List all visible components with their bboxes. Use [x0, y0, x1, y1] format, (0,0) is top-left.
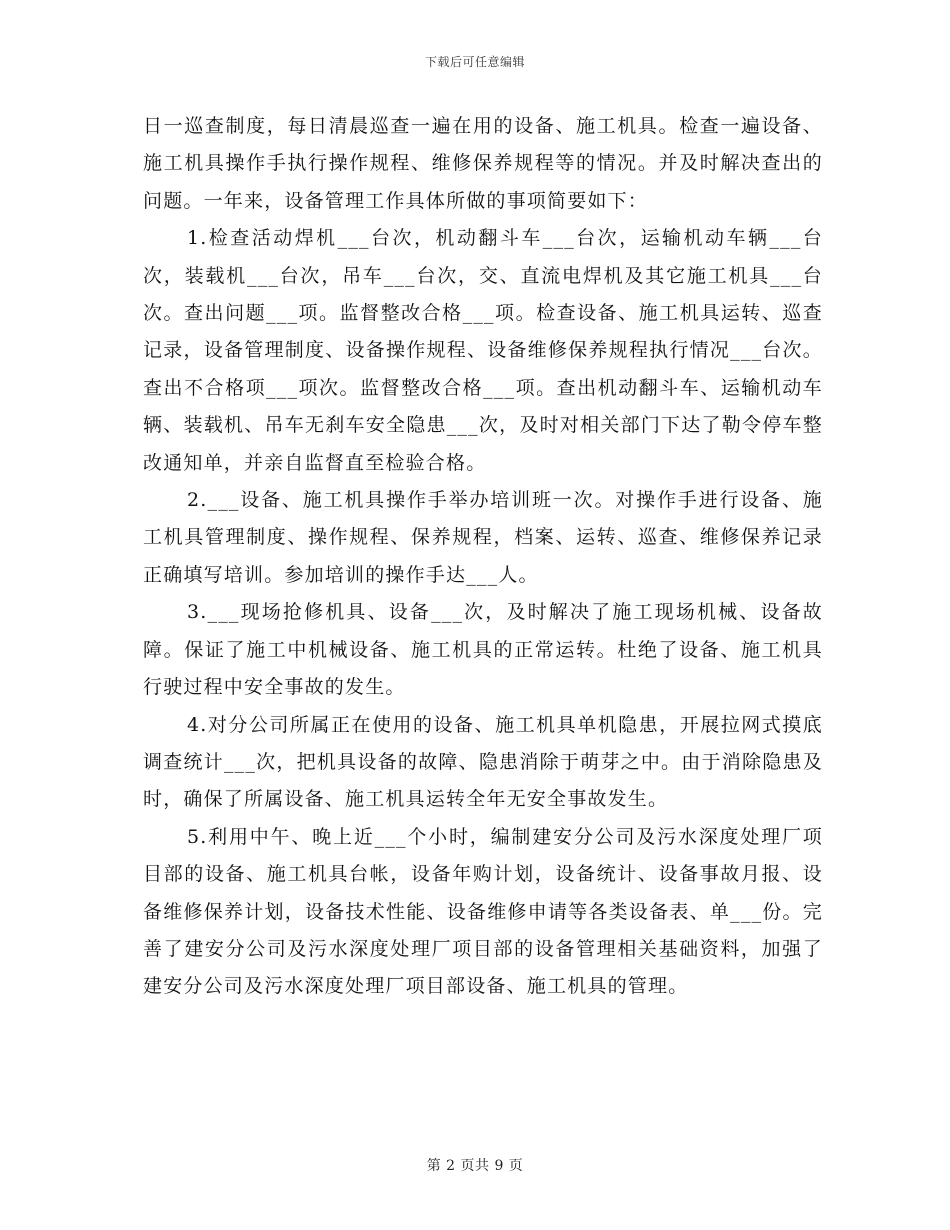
paragraph-item-3: 3.___现场抢修机具、设备___次，及时解决了施工现场机械、设备故障。保证了施工中机械设备、施工机具的正常运转。杜绝了设备、施工机具行驶过程中安全事故的发生。 [143, 601, 823, 699]
document-body [143, 108, 823, 1006]
page-footer: 第 2 页共 9 页 [426, 1158, 524, 1174]
paragraph-item-2: 2.___设备、施工机具操作手举办培训班一次。对操作手进行设备、施工机具管理制度、操作规程、保养规程，档案、运转、巡查、维修保养记录正确填写培训。参加培训的操作手达___人。 [143, 489, 823, 586]
paragraph-item-4: 4.对分公司所属正在使用的设备、施工机具单机隐患，开展拉网式摸底调查统计___次，把机具设备的故障、隐患消除于萌芽之中。由于消除隐患及时，确保了所属设备、施工机具运转全年无安全事故发生。 [143, 713, 823, 811]
paragraph-item-5: 5.利用中午、晚上近___个小时，编制建安分公司及污水深度处理厂项目部的设备、施工机具台帐，设备年购计划，设备统计、设备事故月报、设备维修保养计划，设备技术性能、设备维修申请等各类设备表、单___份。完善了建安分公司及污水深度处理厂项目部的设备管理相关基础资料，加强了建安分公司及污水深度处理厂项目部设备、施工机具的管理。 [143, 825, 823, 998]
page-header: 下载后可任意编辑 [424, 55, 525, 69]
paragraph-intro: 日一巡查制度，每日清晨巡查一遍在用的设备、施工机具。检查一遍设备、施工机具操作手执行操作规程、维修保养规程等的情况。并及时解决查出的问题。一年来，设备管理工作具体所做的事项简要如下： [143, 115, 823, 212]
paragraph-item-1: 1.检查活动焊机___台次，机动翻斗车___台次，运输机动车辆___台次，装载机___台次，吊车___台次，交、直流电焊机及其它施工机具___台次。查出问题___项。监督整改合格___项。检查设备、施工机具运转、巡查记录，设备管理制度、设备操作规程、设备维修保养规程执行情况___台次。查出不合格项___项次。监督整改合格___项。查出机动翻斗车、运输机动车辆、装载机、吊车无刹车安全隐患___次，及时对相关部门下达了勒令停车整改通知单，并亲自监督直至检验合格。 [143, 227, 823, 474]
